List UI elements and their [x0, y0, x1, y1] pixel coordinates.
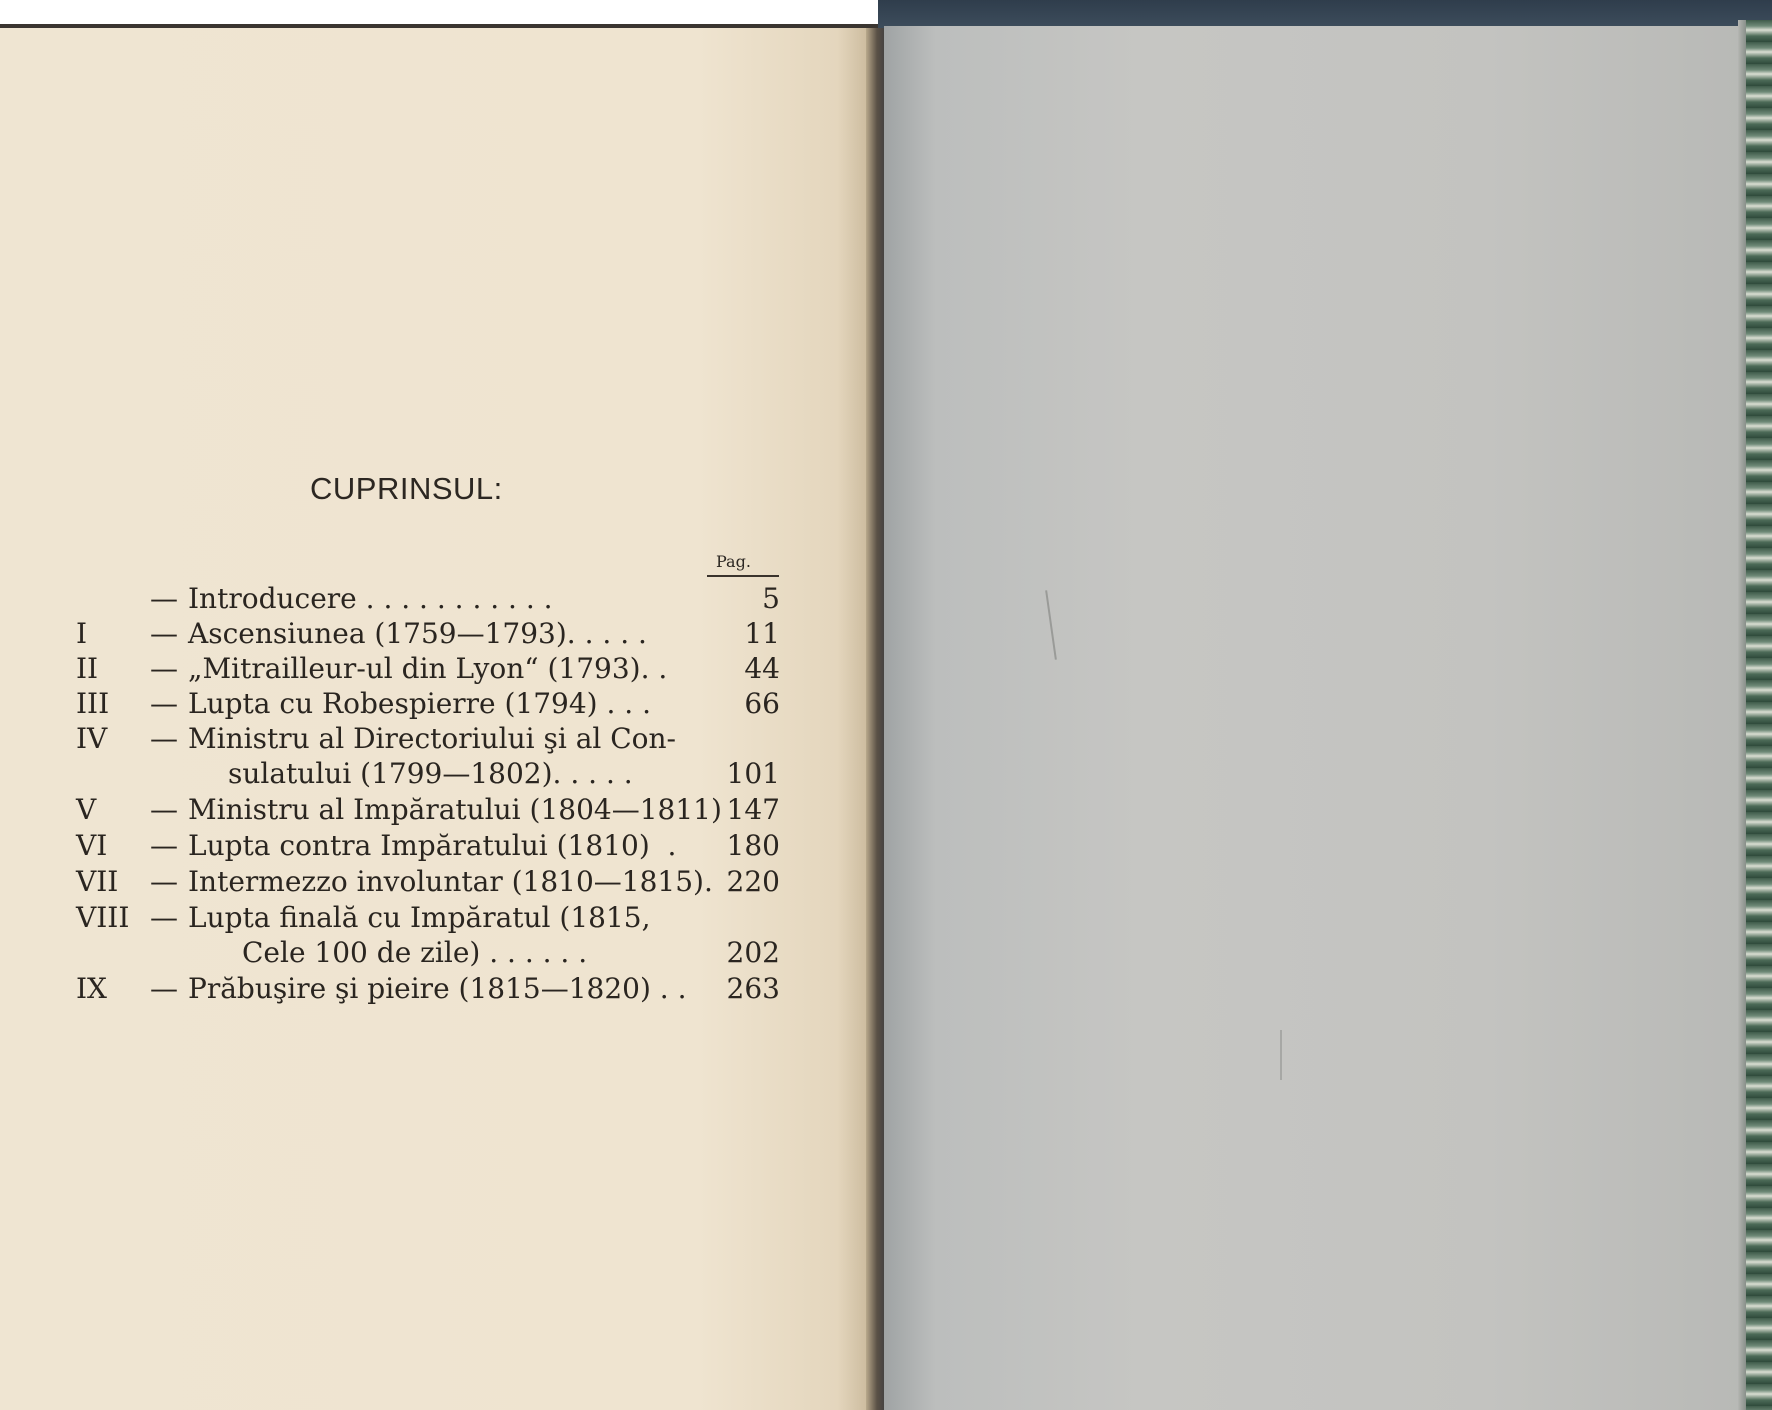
book-cover-edge — [1746, 20, 1772, 1410]
chapter-number: IX — [76, 972, 107, 1005]
entry-dash: — — [150, 972, 178, 1005]
chapter-title: Ministru al Directoriului şi al Con- — [188, 722, 677, 755]
page-number: 220 — [726, 865, 780, 898]
chapter-number: VI — [76, 829, 108, 862]
chapter-title: Prăbuşire şi pieire (1815—1820) . . — [188, 972, 687, 1005]
chapter-title: „Mitrailleur-ul din Lyon“ (1793). . — [188, 652, 668, 685]
toc-entry — [0, 864, 872, 900]
chapter-title: Intermezzo involuntar (1810—1815). — [188, 865, 713, 898]
left-page — [0, 28, 872, 1410]
entry-dash: — — [150, 617, 178, 650]
page-number: 101 — [726, 757, 780, 790]
page-number: 147 — [726, 793, 780, 826]
toc-entry — [0, 581, 872, 617]
chapter-title: Ministru al Impăratului (1804—1811) — [188, 793, 722, 826]
entry-dash: — — [150, 652, 178, 685]
toc-entry — [0, 828, 872, 864]
chapter-title: Introducere . . . . . . . . . . . — [188, 582, 553, 615]
chapter-number: III — [76, 687, 110, 720]
page-number: 66 — [744, 687, 780, 720]
page-column-rule — [707, 575, 779, 577]
page-number: 263 — [726, 972, 780, 1005]
table-of-contents — [0, 28, 872, 1410]
page-number: 44 — [744, 652, 780, 685]
chapter-title: Lupta contra Impăratului (1810) . — [188, 829, 677, 862]
toc-entry — [0, 721, 872, 757]
chapter-number: IV — [76, 722, 108, 755]
toc-entry — [0, 792, 872, 828]
right-page-endpaper — [884, 26, 1746, 1410]
toc-title: CUPRINSUL: — [310, 471, 503, 506]
chapter-title: Lupta cu Robespierre (1794) . . . — [188, 687, 652, 720]
entry-dash: — — [150, 865, 178, 898]
chapter-number: V — [76, 793, 97, 826]
chapter-title: Lupta finală cu Impăratul (1815, — [188, 901, 651, 934]
toc-entry-continuation — [0, 935, 872, 971]
entry-dash: — — [150, 829, 178, 862]
chapter-title: sulatului (1799—1802). . . . . — [228, 757, 633, 790]
chapter-number: VIII — [76, 901, 130, 934]
chapter-number: II — [76, 652, 99, 685]
page-number: 11 — [744, 617, 780, 650]
paper-crease — [1280, 1030, 1282, 1080]
entry-dash: — — [150, 793, 178, 826]
chapter-title: Cele 100 de zile) . . . . . . — [242, 936, 588, 969]
toc-entry — [0, 686, 872, 722]
entry-dash: — — [150, 901, 178, 934]
entry-dash: — — [150, 687, 178, 720]
page-column-label: Pag. — [716, 552, 751, 571]
page-number: 202 — [726, 936, 780, 969]
toc-entry — [0, 971, 872, 1007]
chapter-number: I — [76, 617, 88, 650]
chapter-title: Ascensiunea (1759—1793). . . . . — [188, 617, 647, 650]
entry-dash: — — [150, 722, 178, 755]
entry-dash: — — [150, 582, 178, 615]
page-number: 5 — [762, 582, 780, 615]
page-number: 180 — [726, 829, 780, 862]
toc-entry — [0, 616, 872, 652]
toc-entry-continuation — [0, 756, 872, 792]
toc-entry — [0, 900, 872, 936]
toc-entry — [0, 651, 872, 687]
chapter-number: VII — [76, 865, 119, 898]
